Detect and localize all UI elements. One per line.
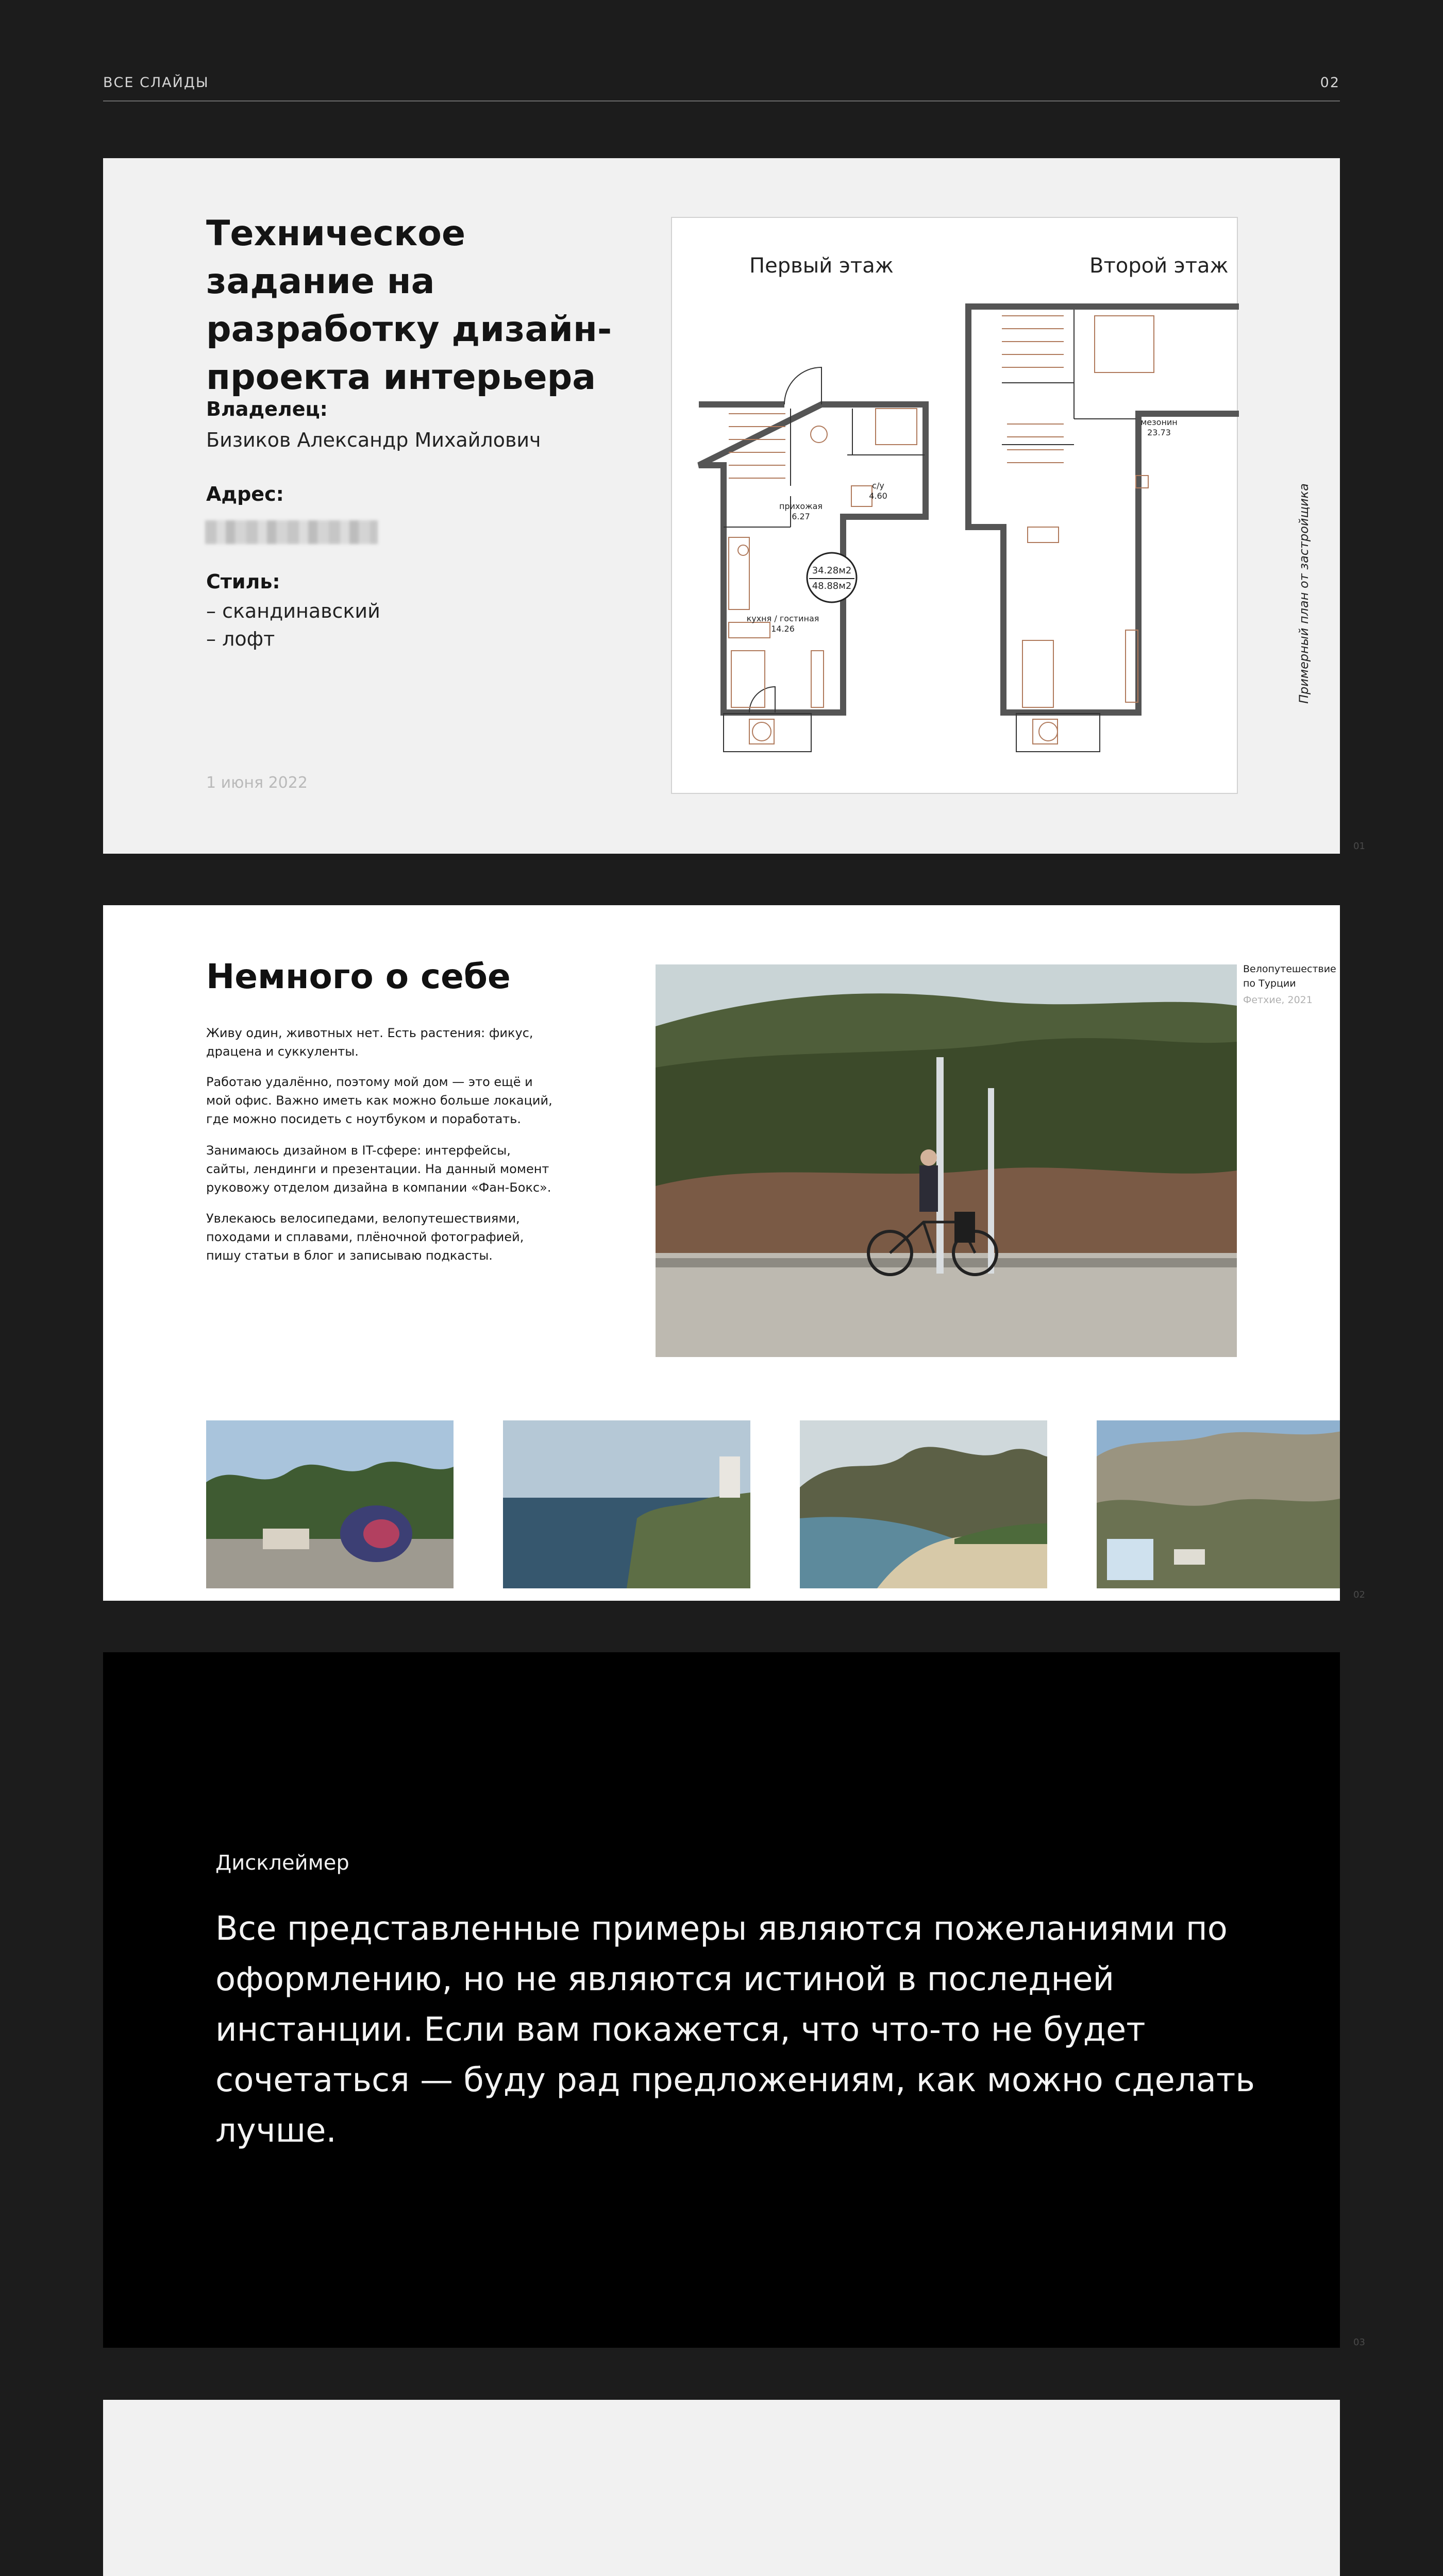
slide-02[interactable] bbox=[103, 905, 1340, 1601]
photo-sculpture-beach bbox=[206, 1420, 454, 1588]
slide-title: Техническое задание на разработку дизайн-проекта интерьера bbox=[206, 213, 612, 398]
floor-plan-drawing bbox=[672, 218, 1239, 795]
slide-number: 02 bbox=[1353, 1589, 1365, 1600]
owner-label: Владелец: bbox=[206, 398, 328, 420]
address-blurred bbox=[205, 520, 378, 544]
room-kitchen-name: кухня / гостиная bbox=[746, 614, 819, 623]
about-paragraph: Живу один, животных нет. Есть растения: фикус, драцена и суккуленты. bbox=[206, 1026, 533, 1059]
travel-photo-thumb[interactable] bbox=[206, 1420, 454, 1588]
room-kitchen-area: 14.26 bbox=[771, 624, 795, 634]
about-paragraph: Занимаюсь дизайном в IT-сфере: интерфейсы, сайты, лендинги и презентации. На данный момент руковожу отделом дизайна в компании «Фан-Бокс». bbox=[206, 1143, 551, 1195]
room-wc-name: с/у bbox=[872, 481, 884, 490]
photo-bicycle-turkey bbox=[656, 964, 1237, 1357]
photo-rocky-hill bbox=[1097, 1420, 1340, 1588]
room-wc-area: 4.60 bbox=[869, 491, 887, 501]
slide-01[interactable] bbox=[103, 158, 1340, 854]
style-item: – лофт bbox=[206, 628, 275, 650]
disclaimer-text: Все представленные примеры являются пожеланиями по оформлению, но не являются истиной в последней инстанции. Если вам покажется, что что-то не будет сочетаться — буду рад предложениям, как можно сделать лучше. bbox=[215, 1910, 1255, 2150]
main-travel-photo bbox=[656, 964, 1237, 1357]
plan-vertical-caption: Примерный план от застройщика bbox=[1297, 483, 1311, 704]
room-hall-name: прихожая bbox=[779, 501, 823, 511]
slide-04[interactable] bbox=[103, 2400, 1340, 2576]
about-paragraph: Увлекаюсь велосипедами, велопутешествиями, походами и сплавами, плёночной фотографией, пишу статьи в блог и записываю подкасты. bbox=[206, 1211, 524, 1263]
about-paragraph: Работаю удалённо, поэтому мой дом — это ещё и мой офис. Важно иметь как можно больше локаций, где можно посидеть с ноутбуком и поработать. bbox=[206, 1075, 552, 1126]
room-mezzanine-name: мезонин bbox=[1140, 417, 1178, 427]
room-hall-area: 6.27 bbox=[792, 512, 810, 521]
slide-03[interactable] bbox=[103, 1652, 1340, 2348]
travel-photo-thumb[interactable] bbox=[1097, 1420, 1340, 1588]
slide-number: 01 bbox=[1353, 841, 1365, 852]
owner-value: Бизиков Александр Михайлович bbox=[206, 429, 541, 451]
floor2-label: Второй этаж bbox=[1089, 254, 1229, 278]
disclaimer-label: Дисклеймер bbox=[215, 1851, 349, 1875]
photo-caption: Велопутешествие по Турции bbox=[1243, 963, 1336, 989]
all-slides-link[interactable]: ВСЕ СЛАЙДЫ bbox=[103, 75, 209, 91]
style-label: Стиль: bbox=[206, 570, 280, 593]
room-mezzanine-area: 23.73 bbox=[1147, 428, 1171, 437]
current-slide-counter: 02 bbox=[1320, 75, 1340, 91]
travel-photo-thumb[interactable] bbox=[503, 1420, 750, 1588]
top-bar bbox=[103, 75, 1340, 101]
slide-date: 1 июня 2022 bbox=[206, 774, 308, 792]
photo-bay-mountains bbox=[800, 1420, 1047, 1588]
photo-caption-sub: Фетхие, 2021 bbox=[1243, 994, 1313, 1006]
area-total-b: 48.88м2 bbox=[812, 581, 852, 591]
floor-plan bbox=[671, 217, 1238, 794]
style-item: – скандинавский bbox=[206, 600, 380, 622]
address-label: Адрес: bbox=[206, 483, 284, 505]
floor1-label: Первый этаж bbox=[749, 254, 894, 278]
photo-sea-coast bbox=[503, 1420, 750, 1588]
slide-number: 03 bbox=[1353, 2337, 1365, 2348]
area-badge bbox=[807, 553, 857, 602]
slide-heading: Немного о себе bbox=[206, 957, 511, 996]
travel-photo-thumb[interactable] bbox=[800, 1420, 1047, 1588]
area-total-a: 34.28м2 bbox=[812, 565, 852, 576]
